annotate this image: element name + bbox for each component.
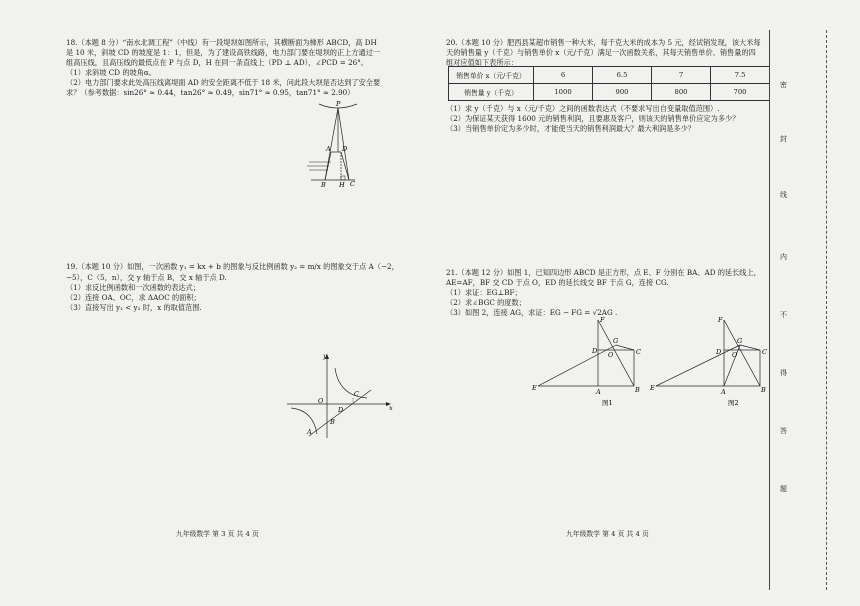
q19-line-3: （1）求反比例函数和一次函数的表达式；	[66, 283, 200, 292]
binding-margin	[769, 30, 818, 590]
q19-label-c: C	[354, 390, 359, 398]
table-cell: 1000	[534, 84, 593, 101]
q19-label-b: B	[330, 418, 335, 426]
margin-char: 得	[780, 369, 787, 377]
fig2-label-d: D	[716, 348, 722, 356]
q19-label-y: y	[323, 352, 327, 360]
q18-label-c: C	[350, 180, 355, 188]
fig1-label-e: E	[532, 384, 537, 392]
q18-line-3: 组高压线，且高压线的最低点在 P 与点 D，H 在同一条直线上（PD ⊥ AD），∠PCD = 26°。	[66, 58, 368, 67]
q20-line-2: 天的销售量 y（千克）与销售单价 x（元/千克）满足一次函数关系，其每天销售单价、销售量的四	[446, 48, 756, 57]
margin-char: 封	[780, 135, 787, 143]
table-cell: 6.5	[593, 67, 652, 84]
fig2-label-f: F	[718, 316, 723, 324]
fig1-caption: 图1	[602, 399, 613, 407]
footer-page-4: 九年级数学 第 4 页 共 4 页	[566, 530, 649, 538]
table-row	[449, 67, 770, 84]
q18-line-5: （2）电力部门要求此处高压线离堤面 AD 的安全距离不低于 18 米，问此段大坝是否达到了安全要	[66, 78, 381, 87]
fig2-label-c: C	[762, 348, 767, 356]
q19-label-x: x	[389, 404, 393, 412]
q20-sub-2: （2）为保证某天获得 1600 元的销售利润，且要惠及客户，则该天的销售单价应定为多少？	[446, 114, 740, 123]
q19-line-1: 19.（本题 10 分）如图，一次函数 y₁ = kx + b 的图象与反比例函数 y₂ = m/x 的图象交于点 A（−2，	[66, 262, 399, 271]
q19-line-5: （3）直接写出 y₁ < y₂ 时，x 的取值范围.	[66, 303, 202, 312]
margin-char: 内	[780, 253, 787, 261]
margin-char: 线	[780, 191, 787, 199]
q21-line-2: AE=AF，BF 交 CD 于点 O，ED 的延长线交 BF 于点 G，连接 CG.	[446, 278, 669, 287]
q19-label-o: O	[318, 397, 324, 405]
q19-line-2: −5），C（5，n），交 y 轴于点 B，交 x 轴于点 D.	[66, 273, 227, 282]
margin-char: 不	[780, 311, 787, 319]
table-row	[449, 84, 770, 101]
q18-line-4: （1）求斜坡 CD 的坡角α。	[66, 68, 156, 77]
table-cell: 6	[534, 67, 593, 84]
fig1-label-g: G	[613, 337, 619, 345]
margin-char: 题	[780, 485, 787, 493]
q21-line-4: （2）求∠BGC 的度数；	[446, 298, 526, 307]
fig1-label-o: O	[608, 351, 614, 359]
fig1-label-f: F	[600, 316, 605, 324]
q20-sales-table	[448, 66, 770, 101]
margin-char: 密	[780, 81, 787, 89]
q18-line-6: 求？（参考数据：sin26° ≈ 0.44，tan26° ≈ 0.49，sin71° ≈ 0.95，tan71° ≈ 2.90）	[66, 88, 355, 97]
q18-label-b: B	[321, 181, 326, 189]
q20-sub-1: （1）求 y（千克）与 x（元/千克）之间的函数表达式（不要求写出自变量取值范围）.	[446, 104, 720, 113]
q19-function-graph	[285, 352, 395, 442]
table-cell: 900	[593, 84, 652, 101]
q18-label-p: P	[336, 100, 341, 108]
table-header-quantity: 销售量 y（千克）	[449, 84, 534, 101]
fig2-label-e: E	[650, 384, 655, 392]
q19-label-a: A	[307, 428, 312, 436]
table-header-price: 销售单价 x（元/千克）	[449, 67, 534, 84]
q19-line-4: （2）连接 OA、OC，求 ΔAOC 的面积；	[66, 293, 201, 302]
q18-label-a: A	[326, 145, 331, 153]
fig1-label-d: D	[592, 347, 598, 355]
q18-line-2: 是 10 米，斜坡 CD 的坡度是 1：1，但是，为了建设高铁线路，电力部门要在堤坝的正上方通过一	[66, 48, 381, 57]
q20-line-3: 组对应值如下表所示：	[446, 58, 518, 67]
q18-label-d: D	[342, 145, 348, 153]
fig2-label-a: A	[721, 388, 726, 396]
q21-line-1: 21.（本题 12 分）如图 1，已知四边形 ABCD 是正方形，点 E、F 分别在 BA、AD 的延长线上，	[446, 268, 761, 277]
q18-dam-figure	[305, 100, 385, 190]
q20-line-1: 20.（本题 10 分）肥西县某超市销售一种大米，每千克大米的成本为 5 元，经试销发现，该大米每	[446, 38, 761, 47]
q18-label-h: H	[339, 181, 345, 189]
q21-figure-2	[648, 312, 778, 412]
fig1-label-b: B	[635, 386, 640, 394]
footer-page-3: 九年级数学 第 3 页 共 4 页	[176, 530, 259, 538]
q21-line-3: （1）求证：EG⊥BF；	[446, 288, 522, 297]
table-cell: 7	[652, 67, 711, 84]
table-cell: 7.5	[711, 67, 770, 84]
binding-dash-line	[826, 30, 827, 590]
fig2-label-o: O	[732, 351, 738, 359]
table-cell: 700	[711, 84, 770, 101]
q21-line-5: （3）如图 2，连接 AG，求证：EG − FG = √2AG .	[446, 308, 618, 317]
q20-sub-3: （3）当销售单价定为多少时，才能使当天的销售利润最大？最大利润是多少？	[446, 124, 695, 133]
fig1-label-a: A	[596, 388, 601, 396]
q21-figure-1	[530, 312, 660, 412]
q18-line-1: 18.（本题 8 分）“南水北调工程”（中线）有一段堤坝如图所示，其横断面为梯形 ABCD，高 DH	[66, 38, 377, 47]
fig2-label-g: G	[737, 337, 743, 345]
q19-label-d: D	[338, 406, 344, 414]
fig2-label-b: B	[761, 386, 766, 394]
margin-char: 答	[780, 427, 787, 435]
fig2-caption: 图2	[728, 399, 739, 407]
table-cell: 800	[652, 84, 711, 101]
fig1-label-c: C	[636, 348, 641, 356]
